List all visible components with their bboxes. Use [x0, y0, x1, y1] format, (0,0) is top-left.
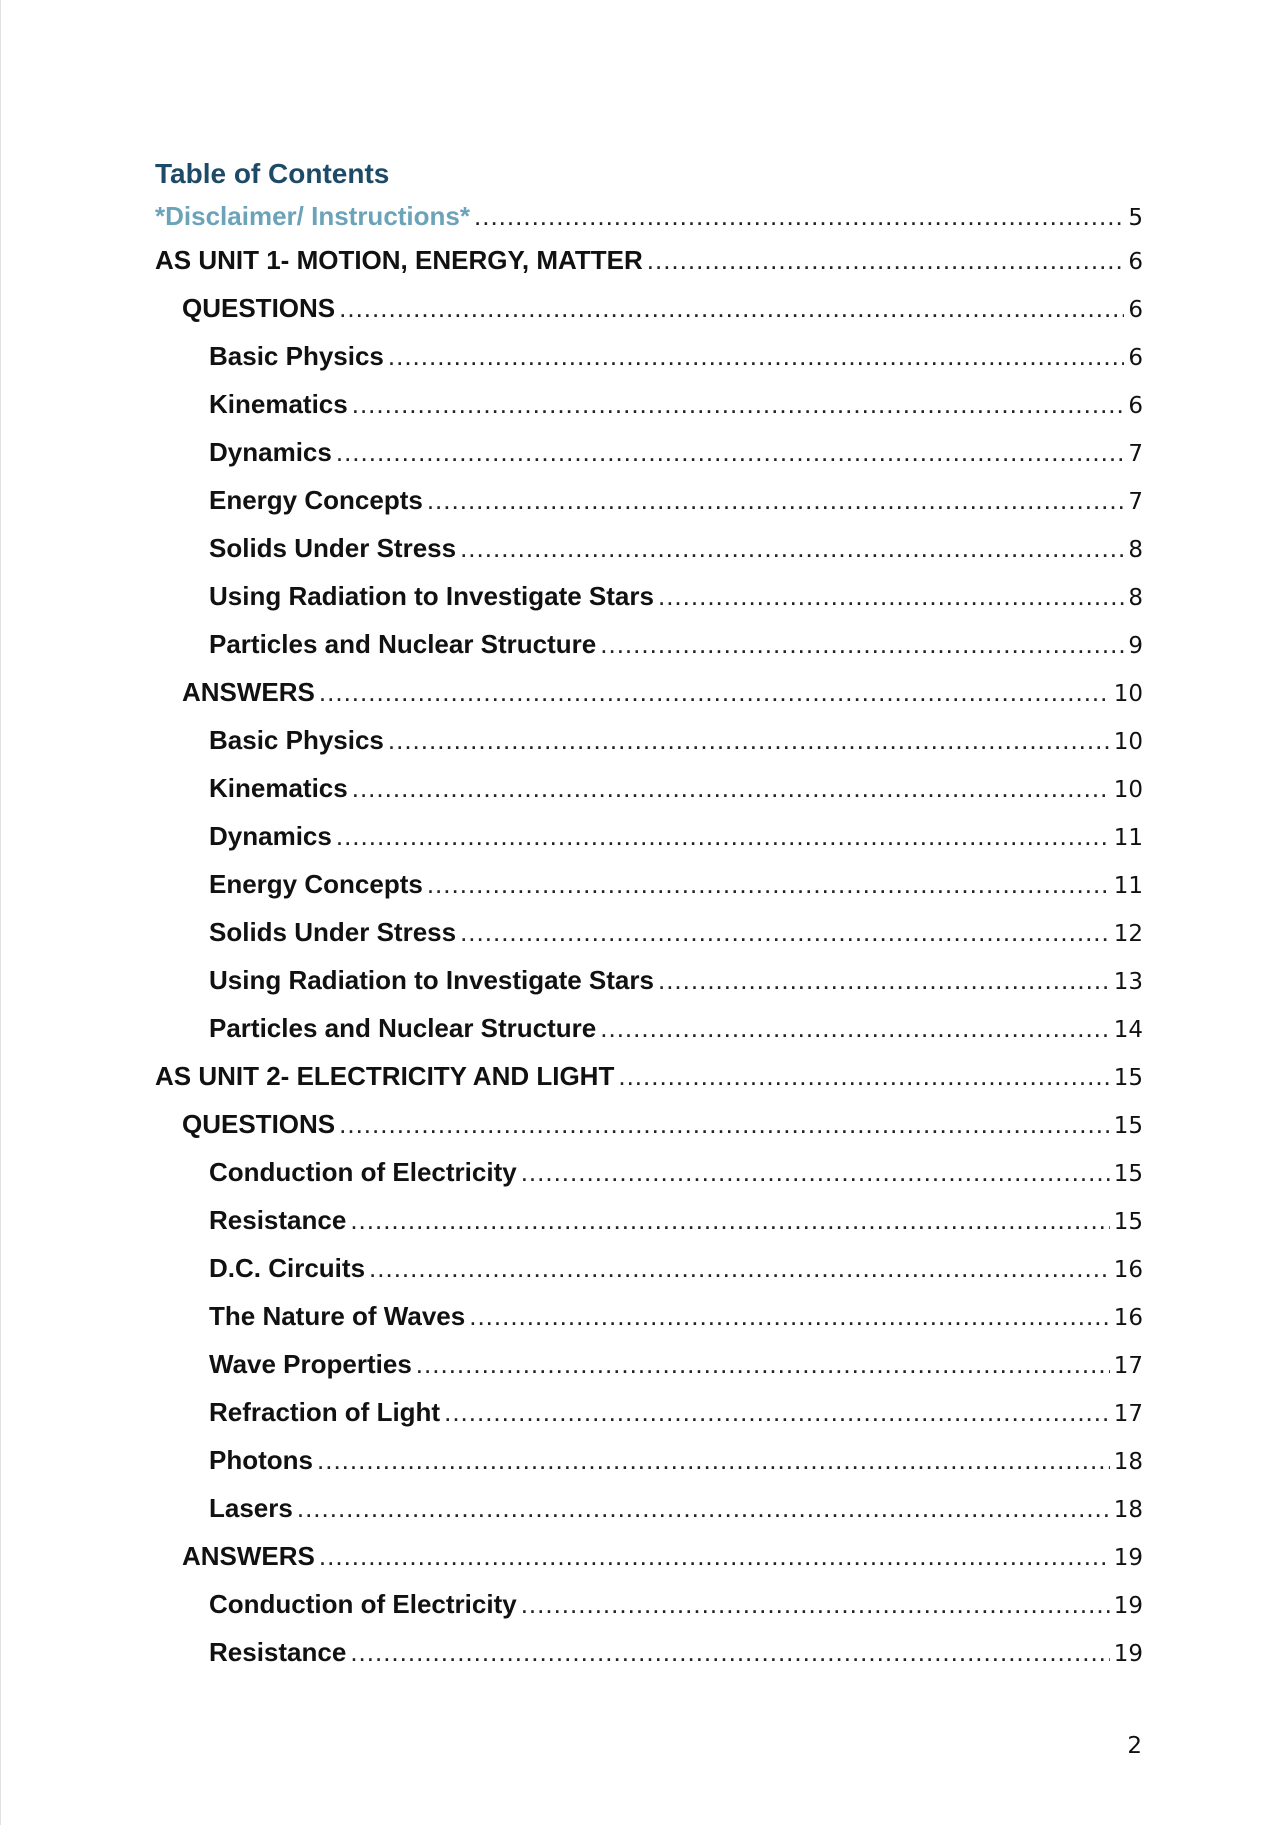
toc-entry-label[interactable]: The Nature of Waves: [209, 1301, 466, 1331]
toc-entry[interactable]: [155, 1388, 1143, 1436]
toc-entry-page-number[interactable]: 6: [1128, 249, 1143, 275]
toc-entry-label[interactable]: *Disclaimer/ Instructions*: [155, 201, 470, 231]
toc-entry-page-number[interactable]: 15: [1113, 1209, 1143, 1235]
toc-dot-leader: [474, 196, 1124, 236]
toc-entry[interactable]: [155, 428, 1143, 476]
toc-entry[interactable]: [155, 1052, 1143, 1100]
toc-entry-page-number[interactable]: 15: [1113, 1065, 1143, 1091]
toc-entry[interactable]: [155, 668, 1143, 716]
toc-dot-leader: [350, 1196, 1109, 1244]
toc-entry-label[interactable]: Resistance: [209, 1205, 347, 1235]
toc-entry-page-number[interactable]: 8: [1128, 585, 1143, 611]
toc-entry[interactable]: [155, 1436, 1143, 1484]
page-number: 2: [1127, 1733, 1142, 1759]
toc-entry-page-number[interactable]: 6: [1128, 393, 1143, 419]
toc-dot-leader: [618, 1052, 1109, 1100]
toc-entry-label[interactable]: Solids Under Stress: [209, 917, 457, 947]
toc-dot-leader: [336, 428, 1125, 476]
toc-dot-leader: [427, 476, 1125, 524]
toc-dot-leader: [317, 1436, 1110, 1484]
toc-entry[interactable]: [155, 1292, 1143, 1340]
toc-entry-label[interactable]: Conduction of Electricity: [209, 1157, 517, 1187]
toc-entry[interactable]: [155, 1148, 1143, 1196]
toc-title: Table of Contents: [155, 158, 390, 189]
toc-entry[interactable]: [155, 1340, 1143, 1388]
toc-entry-page-number[interactable]: 10: [1113, 681, 1143, 707]
toc-entry-page-number[interactable]: 7: [1128, 441, 1143, 467]
toc-dot-leader: [339, 284, 1124, 332]
toc-dot-leader: [647, 236, 1125, 284]
toc-entry-page-number[interactable]: 9: [1128, 633, 1143, 659]
toc-entry-page-number[interactable]: 11: [1113, 873, 1143, 899]
toc-entry-page-number[interactable]: 19: [1113, 1593, 1143, 1619]
toc-dot-leader: [319, 668, 1110, 716]
toc-entry-label[interactable]: Photons: [209, 1445, 313, 1475]
toc-entry-page-number[interactable]: 19: [1113, 1545, 1143, 1571]
toc-entry[interactable]: [155, 1100, 1143, 1148]
toc-entry-page-number[interactable]: 14: [1113, 1017, 1143, 1043]
toc-dot-leader: [416, 1340, 1110, 1388]
table-of-contents: [155, 152, 1143, 1676]
toc-dot-leader: [658, 956, 1110, 1004]
toc-entry-page-number[interactable]: 17: [1113, 1401, 1143, 1427]
toc-dot-leader: [658, 572, 1124, 620]
toc-entry-page-number[interactable]: 12: [1113, 921, 1143, 947]
toc-entry-page-number[interactable]: 18: [1113, 1449, 1143, 1475]
toc-entry[interactable]: [155, 380, 1143, 428]
toc-entry-label[interactable]: Dynamics: [209, 437, 332, 467]
toc-entry-label[interactable]: AS UNIT 2- ELECTRICITY AND LIGHT: [155, 1061, 615, 1091]
toc-entry[interactable]: [155, 764, 1143, 812]
toc-entry[interactable]: [155, 716, 1143, 764]
toc-entry-label[interactable]: Basic Physics: [209, 341, 384, 371]
toc-entry[interactable]: [155, 284, 1143, 332]
toc-entry-label[interactable]: ANSWERS: [182, 677, 315, 707]
toc-entry-label[interactable]: Basic Physics: [209, 725, 384, 755]
toc-entry-page-number[interactable]: 10: [1113, 729, 1143, 755]
toc-entry-page-number[interactable]: 11: [1113, 825, 1143, 851]
toc-entry-page-number[interactable]: 17: [1113, 1353, 1143, 1379]
toc-entry-list: [155, 196, 1143, 1676]
toc-entry[interactable]: [155, 196, 1143, 236]
toc-dot-leader: [600, 1004, 1109, 1052]
toc-entry-label[interactable]: Solids Under Stress: [209, 533, 457, 563]
toc-dot-leader: [521, 1580, 1110, 1628]
toc-entry[interactable]: [155, 332, 1143, 380]
toc-entry-page-number[interactable]: 19: [1113, 1641, 1143, 1667]
toc-entry-label[interactable]: QUESTIONS: [182, 1109, 336, 1139]
toc-entry-label[interactable]: Kinematics: [209, 389, 348, 419]
toc-dot-leader: [388, 332, 1124, 380]
toc-entry-label[interactable]: Conduction of Electricity: [209, 1589, 517, 1619]
toc-entry-page-number[interactable]: 5: [1128, 205, 1143, 231]
toc-entry-label[interactable]: Energy Concepts: [209, 485, 423, 515]
toc-dot-leader: [460, 908, 1110, 956]
toc-entry-label[interactable]: Energy Concepts: [209, 869, 423, 899]
toc-entry[interactable]: [155, 1580, 1143, 1628]
toc-dot-leader: [352, 764, 1110, 812]
toc-entry[interactable]: [155, 812, 1143, 860]
toc-entry[interactable]: [155, 236, 1143, 284]
toc-dot-leader: [352, 380, 1125, 428]
toc-entry-page-number[interactable]: 16: [1113, 1257, 1143, 1283]
toc-dot-leader: [469, 1292, 1110, 1340]
toc-entry-label[interactable]: Using Radiation to Investigate Stars: [209, 581, 654, 611]
toc-entry-label[interactable]: Dynamics: [209, 821, 332, 851]
toc-entry-page-number[interactable]: 13: [1113, 969, 1143, 995]
toc-entry-label[interactable]: Refraction of Light: [209, 1397, 441, 1427]
toc-entry-label[interactable]: Wave Properties: [209, 1349, 412, 1379]
toc-dot-leader: [388, 716, 1110, 764]
toc-entry[interactable]: [155, 1244, 1143, 1292]
toc-dot-leader: [339, 1100, 1110, 1148]
toc-entry-label[interactable]: Resistance: [209, 1637, 347, 1667]
toc-entry[interactable]: [155, 1628, 1143, 1676]
toc-dot-leader: [444, 1388, 1110, 1436]
toc-dot-leader: [521, 1148, 1110, 1196]
toc-entry[interactable]: [155, 524, 1143, 572]
toc-entry[interactable]: [155, 908, 1143, 956]
toc-entry-label[interactable]: Using Radiation to Investigate Stars: [209, 965, 654, 995]
toc-entry-label[interactable]: AS UNIT 1- MOTION, ENERGY, MATTER: [155, 245, 643, 275]
toc-entry[interactable]: [155, 1196, 1143, 1244]
toc-entry[interactable]: [155, 572, 1143, 620]
toc-entry[interactable]: [155, 1532, 1143, 1580]
toc-entry-page-number[interactable]: 6: [1128, 345, 1143, 371]
toc-entry-page-number[interactable]: 15: [1113, 1113, 1143, 1139]
toc-entry[interactable]: [155, 1484, 1143, 1532]
toc-dot-leader: [600, 620, 1124, 668]
toc-entry[interactable]: [155, 956, 1143, 1004]
toc-dot-leader: [427, 860, 1110, 908]
toc-entry-label[interactable]: Particles and Nuclear Structure: [209, 629, 597, 659]
toc-entry-page-number[interactable]: 15: [1113, 1161, 1143, 1187]
toc-dot-leader: [369, 1244, 1110, 1292]
toc-dot-leader: [350, 1628, 1109, 1676]
toc-entry-page-number[interactable]: 8: [1128, 537, 1143, 563]
toc-dot-leader: [460, 524, 1124, 572]
toc-entry-page-number[interactable]: 6: [1128, 297, 1143, 323]
toc-entry[interactable]: [155, 860, 1143, 908]
toc-dot-leader: [336, 812, 1110, 860]
toc-entry-label[interactable]: QUESTIONS: [182, 293, 336, 323]
toc-entry-label[interactable]: Particles and Nuclear Structure: [209, 1013, 597, 1043]
toc-entry-label[interactable]: ANSWERS: [182, 1541, 315, 1571]
toc-dot-leader: [297, 1484, 1110, 1532]
toc-entry[interactable]: [155, 1004, 1143, 1052]
toc-dot-leader: [319, 1532, 1110, 1580]
toc-entry-page-number[interactable]: 16: [1113, 1305, 1143, 1331]
toc-entry-page-number[interactable]: 7: [1128, 489, 1143, 515]
toc-entry[interactable]: [155, 476, 1143, 524]
toc-entry-label[interactable]: Kinematics: [209, 773, 348, 803]
toc-entry-page-number[interactable]: 10: [1113, 777, 1143, 803]
toc-entry-page-number[interactable]: 18: [1113, 1497, 1143, 1523]
toc-entry[interactable]: [155, 620, 1143, 668]
toc-entry-label[interactable]: Lasers: [209, 1493, 293, 1523]
toc-entry-label[interactable]: D.C. Circuits: [209, 1253, 366, 1283]
